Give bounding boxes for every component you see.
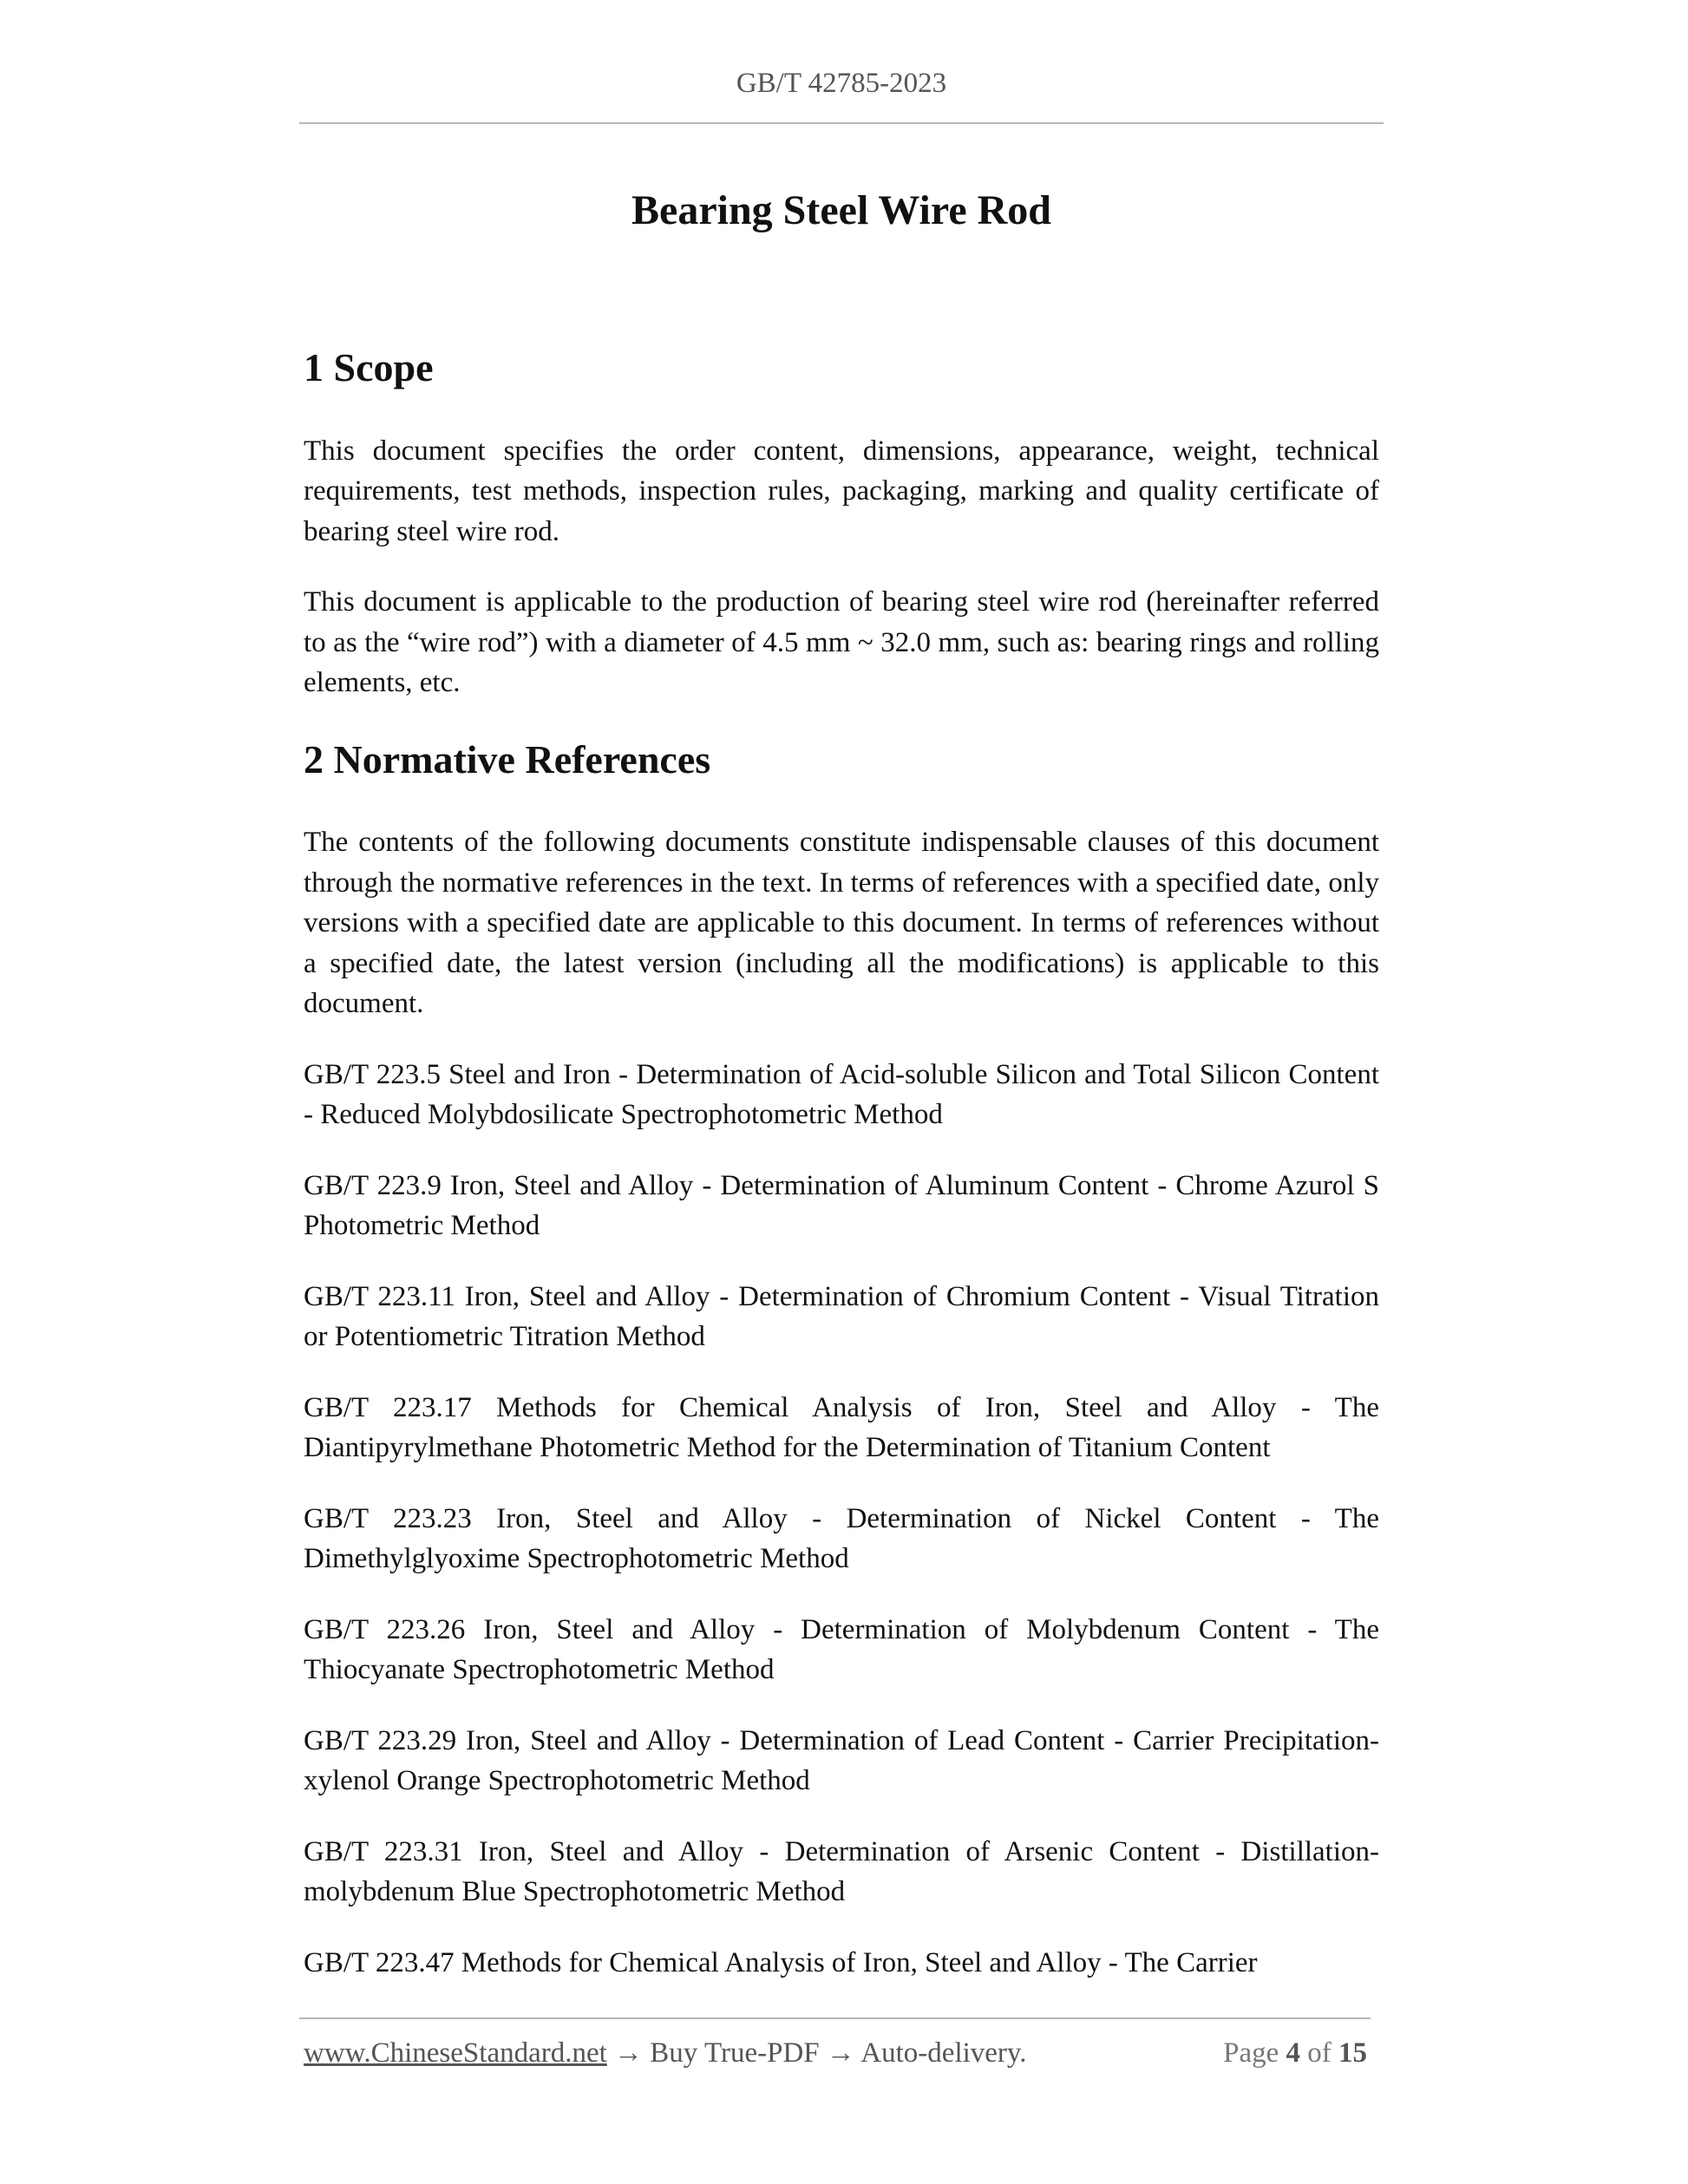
normative-intro-paragraph: The contents of the following documents constitute indispensable clauses of this document through the normative references in the text. In terms of references with a specified date, only versions with a specified date are applicable to this document. In terms of references without a specified date, the latest version (including all the modifications) is applicable to this document. xyxy=(304,827,1379,1019)
of-label: of xyxy=(1307,2037,1331,2069)
header-standard-code: GB/T 42785-2023 xyxy=(736,68,947,99)
reference-item: GB/T 223.11 Iron, Steel and Alloy - Determination of Chromium Content - Visual Titration or Potentiometric Titration Method xyxy=(304,1280,1379,1352)
reference-item: GB/T 223.26 Iron, Steel and Alloy - Determination of Molybdenum Content - The Thiocyanate Spectrophotometric Method xyxy=(304,1613,1379,1685)
reference-item: GB/T 223.9 Iron, Steel and Alloy - Determination of Aluminum Content - Chrome Azurol S Photometric Method xyxy=(304,1169,1379,1241)
footer-divider xyxy=(299,2017,1371,2019)
scope-paragraph: This document is applicable to the production of bearing steel wire rod (hereinafter referred to as the “wire rod”) with a diameter of 4.5 mm ~ 32.0 mm, such as: bearing rings and rolling elements, etc. xyxy=(304,586,1379,698)
scope-paragraph: This document specifies the order content, dimensions, appearance, weight, technical requirements, test methods, inspection rules, packaging, marking and quality certificate of bearing steel wire rod. xyxy=(304,435,1379,547)
page-label: Page xyxy=(1223,2037,1279,2069)
reference-item: GB/T 223.29 Iron, Steel and Alloy - Determination of Lead Content - Carrier Precipitation-xylenol Orange Spectrophotometric Method xyxy=(304,1724,1379,1796)
current-page-number: 4 xyxy=(1286,2037,1300,2069)
scope-heading: 1 Scope xyxy=(304,345,434,389)
header-divider xyxy=(299,122,1384,124)
footer-promo xyxy=(304,2037,1027,2070)
page-indicator xyxy=(1223,2037,1367,2070)
total-pages-number: 15 xyxy=(1338,2037,1367,2069)
reference-item: GB/T 223.17 Methods for Chemical Analysis of Iron, Steel and Alloy - The Diantipyrylmethane Photometric Method for the Determination of Titanium Content xyxy=(304,1391,1379,1463)
reference-item: GB/T 223.47 Methods for Chemical Analysis of Iron, Steel and Alloy - The Carrier xyxy=(304,1946,1258,1978)
chinesestandard-link[interactable]: www.ChineseStandard.net xyxy=(304,2037,607,2069)
section-normative-references xyxy=(304,735,1379,1984)
reference-item: GB/T 223.31 Iron, Steel and Alloy - Determination of Arsenic Content - Distillation-molybdenum Blue Spectrophotometric Method xyxy=(304,1835,1379,1907)
section-scope xyxy=(304,343,1379,703)
reference-item: GB/T 223.5 Steel and Iron - Determination of Acid-soluble Silicon and Total Silicon Content - Reduced Molybdosilicate Spectrophotometric Method xyxy=(304,1058,1379,1130)
reference-list xyxy=(304,1055,1379,1984)
document-body xyxy=(304,343,1379,2013)
footer-promo-text: → Buy True-PDF → Auto-delivery. xyxy=(606,2037,1027,2069)
reference-item: GB/T 223.23 Iron, Steel and Alloy - Determination of Nickel Content - The Dimethylglyoxime Spectrophotometric Method xyxy=(304,1502,1379,1574)
document-title: Bearing Steel Wire Rod xyxy=(631,187,1051,233)
normative-references-heading: 2 Normative References xyxy=(304,736,711,781)
